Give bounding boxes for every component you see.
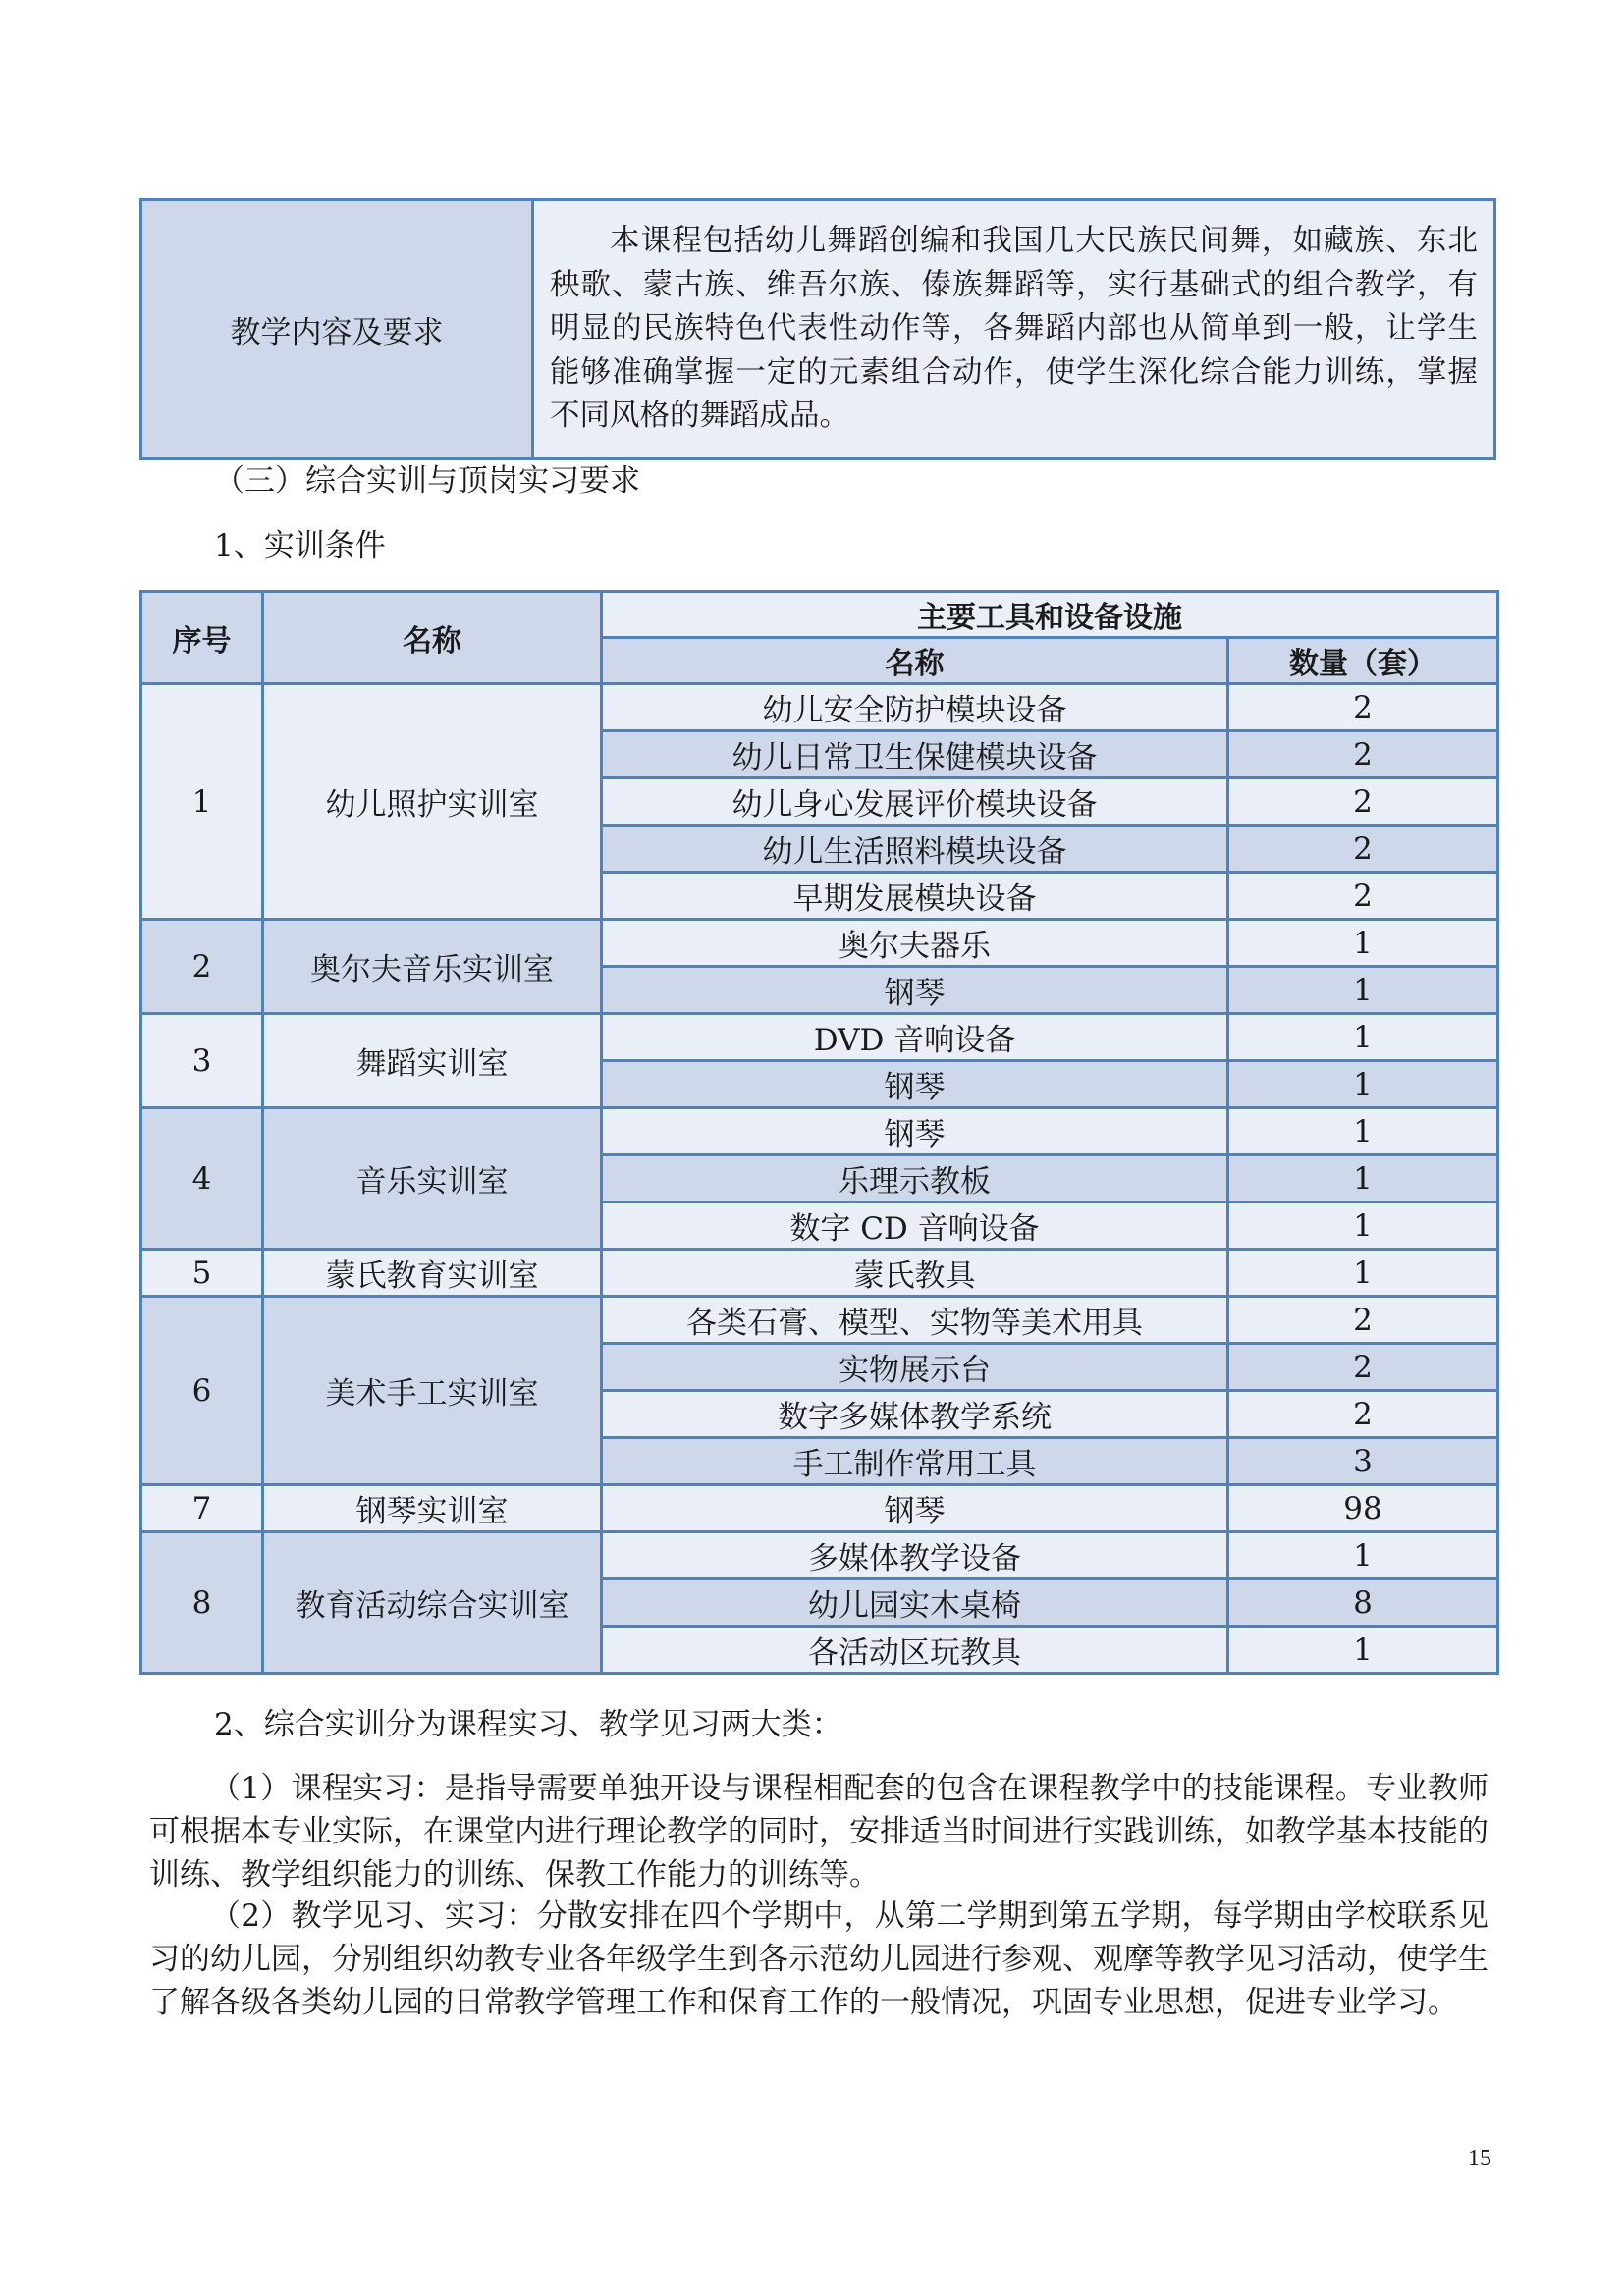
equipment-name-cell: 各活动区玩教具	[602, 1627, 1228, 1674]
practice-types-heading: 2、综合实训分为课程实习、教学见习两大类：	[214, 1707, 842, 1742]
equipment-quantity-cell: 2	[1228, 826, 1498, 873]
equipment-quantity-cell: 2	[1228, 778, 1498, 826]
equipment-quantity-cell: 1	[1228, 967, 1498, 1014]
table-row	[141, 920, 1498, 967]
table-row	[141, 1014, 1498, 1061]
equipment-name-cell: 幼儿身心发展评价模块设备	[602, 778, 1228, 826]
equipment-quantity-cell: 3	[1228, 1438, 1498, 1485]
equipment-quantity-cell: 1	[1228, 1532, 1498, 1579]
equipment-name-cell: 幼儿园实木桌椅	[602, 1579, 1228, 1627]
equipment-quantity-cell: 2	[1228, 873, 1498, 920]
room-name-cell: 音乐实训室	[263, 1108, 602, 1250]
equipment-quantity-cell: 1	[1228, 1627, 1498, 1674]
equipment-name-cell: DVD 音响设备	[602, 1014, 1228, 1061]
equipment-name-cell: 幼儿日常卫生保健模块设备	[602, 731, 1228, 778]
header-quantity: 数量（套）	[1228, 638, 1498, 684]
equipment-name-cell: 钢琴	[602, 967, 1228, 1014]
table-row	[141, 1485, 1498, 1532]
header-equipment: 主要工具和设备设施	[602, 592, 1498, 638]
room-name-cell: 教育活动综合实训室	[263, 1532, 602, 1674]
room-name-cell: 幼儿照护实训室	[263, 684, 602, 920]
equipment-quantity-cell: 1	[1228, 1250, 1498, 1297]
room-index-cell: 5	[141, 1250, 263, 1297]
room-index-cell: 3	[141, 1014, 263, 1108]
equipment-quantity-cell: 1	[1228, 1014, 1498, 1061]
table-row	[141, 1108, 1498, 1155]
equipment-quantity-cell: 2	[1228, 1391, 1498, 1438]
equipment-quantity-cell: 8	[1228, 1579, 1498, 1627]
equipment-name-cell: 数字多媒体教学系统	[602, 1391, 1228, 1438]
room-index-cell: 4	[141, 1108, 263, 1250]
equipment-name-cell: 奥尔夫器乐	[602, 920, 1228, 967]
table-row	[141, 1297, 1498, 1344]
equipment-name-cell: 幼儿安全防护模块设备	[602, 684, 1228, 731]
course-content-row	[141, 200, 1495, 459]
training-rooms-table	[139, 590, 1499, 1675]
room-name-cell: 美术手工实训室	[263, 1297, 602, 1485]
equipment-name-cell: 钢琴	[602, 1108, 1228, 1155]
teaching-internship-paragraph: （2）教学见习、实习：分散安排在四个学期中，从第二学期到第五学期，每学期由学校联系见习的幼儿园，分别组织幼教专业各年级学生到各示范幼儿园进行参观、观摩等教学见习活动，使学生了解各级各类幼儿园的日常教学管理工作和保育工作的一般情况，巩固专业思想，促进专业学习。	[149, 1898, 1489, 2020]
equipment-quantity-cell: 2	[1228, 731, 1498, 778]
equipment-quantity-cell: 1	[1228, 920, 1498, 967]
equipment-name-cell: 早期发展模块设备	[602, 873, 1228, 920]
course-content-table	[139, 198, 1496, 460]
equipment-name-cell: 乐理示教板	[602, 1155, 1228, 1202]
room-index-cell: 2	[141, 920, 263, 1014]
equipment-name-cell: 蒙氏教具	[602, 1250, 1228, 1297]
equipment-name-cell: 幼儿生活照料模块设备	[602, 826, 1228, 873]
table-row	[141, 684, 1498, 731]
header-equipment-name: 名称	[602, 638, 1228, 684]
section-heading: （三）综合实训与顶岗实习要求	[214, 463, 640, 499]
training-conditions-heading: 1、实训条件	[214, 528, 386, 563]
training-rooms-table-body	[141, 592, 1498, 1674]
equipment-quantity-cell: 2	[1228, 1297, 1498, 1344]
course-content-label: 教学内容及要求	[141, 200, 533, 459]
equipment-name-cell: 各类石膏、模型、实物等美术用具	[602, 1297, 1228, 1344]
room-index-cell: 1	[141, 684, 263, 920]
equipment-quantity-cell: 1	[1228, 1202, 1498, 1250]
equipment-name-cell: 多媒体教学设备	[602, 1532, 1228, 1579]
equipment-name-cell: 钢琴	[602, 1485, 1228, 1532]
room-index-cell: 8	[141, 1532, 263, 1674]
equipment-quantity-cell: 1	[1228, 1108, 1498, 1155]
room-index-cell: 6	[141, 1297, 263, 1485]
room-name-cell: 蒙氏教育实训室	[263, 1250, 602, 1297]
course-practice-paragraph: （1）课程实习：是指导需要单独开设与课程相配套的包含在课程教学中的技能课程。专业教师可根据本专业实际，在课堂内进行理论教学的同时，安排适当时间进行实践训练，如教学基本技能的训练、教学组织能力的训练、保教工作能力的训练等。	[149, 1771, 1489, 1893]
equipment-quantity-cell: 1	[1228, 1155, 1498, 1202]
room-name-cell: 舞蹈实训室	[263, 1014, 602, 1108]
table-header-row	[141, 592, 1498, 638]
equipment-quantity-cell: 2	[1228, 684, 1498, 731]
equipment-name-cell: 数字 CD 音响设备	[602, 1202, 1228, 1250]
table-row	[141, 1250, 1498, 1297]
page-number: 15	[1468, 2146, 1491, 2171]
equipment-name-cell: 手工制作常用工具	[602, 1438, 1228, 1485]
room-name-cell: 钢琴实训室	[263, 1485, 602, 1532]
equipment-quantity-cell: 1	[1228, 1061, 1498, 1108]
equipment-quantity-cell: 2	[1228, 1344, 1498, 1391]
table-row	[141, 1532, 1498, 1579]
equipment-quantity-cell: 98	[1228, 1485, 1498, 1532]
header-index: 序号	[141, 592, 263, 684]
equipment-name-cell: 钢琴	[602, 1061, 1228, 1108]
room-name-cell: 奥尔夫音乐实训室	[263, 920, 602, 1014]
equipment-name-cell: 实物展示台	[602, 1344, 1228, 1391]
header-room-name: 名称	[263, 592, 602, 684]
course-content-text: 本课程包括幼儿舞蹈创编和我国几大民族民间舞，如藏族、东北秧歌、蒙古族、维吾尔族、傣族舞蹈等，实行基础式的组合教学，有明显的民族特色代表性动作等，各舞蹈内部也从简单到一般，让学生能够准确掌握一定的元素组合动作，使学生深化综合能力训练，掌握不同风格的舞蹈成品。	[533, 200, 1495, 459]
room-index-cell: 7	[141, 1485, 263, 1532]
